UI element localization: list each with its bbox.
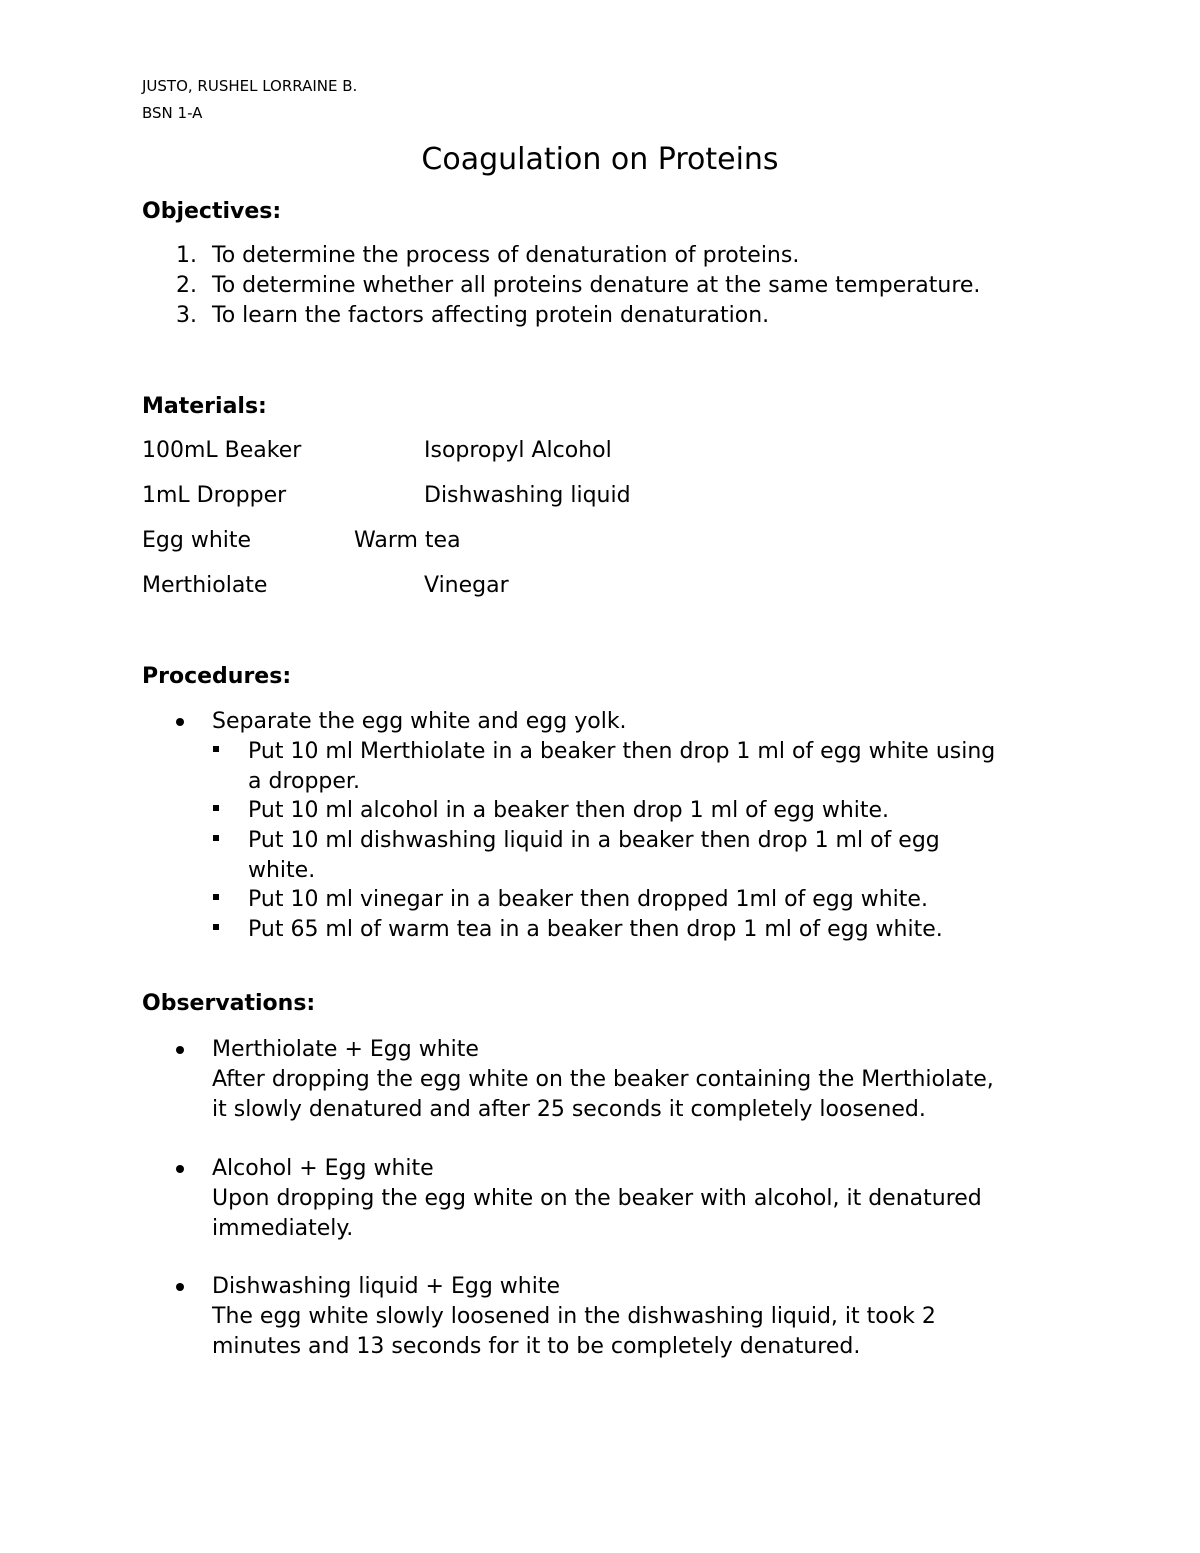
procedure-step: Put 10 ml dishwashing liquid in a beaker then drop 1 ml of egg bbox=[248, 828, 940, 853]
observation-text: it slowly denatured and after 25 seconds it completely loosened. bbox=[212, 1097, 926, 1122]
objective-number: 2. bbox=[176, 273, 197, 298]
objective-item: To determine whether all proteins denature at the same temperature. bbox=[212, 273, 981, 298]
material-item: Vinegar bbox=[424, 573, 509, 598]
observation-title: Dishwashing liquid + Egg white bbox=[212, 1274, 561, 1299]
material-item: Egg white bbox=[142, 528, 252, 553]
objective-number: 1. bbox=[176, 243, 197, 268]
bullet-icon bbox=[176, 1283, 184, 1291]
square-bullet-icon bbox=[213, 835, 219, 841]
procedure-step: Put 10 ml vinegar in a beaker then dropped 1ml of egg white. bbox=[248, 887, 928, 912]
observation-text: The egg white slowly loosened in the dishwashing liquid, it took 2 bbox=[212, 1304, 936, 1329]
observation-title: Merthiolate + Egg white bbox=[212, 1037, 479, 1062]
square-bullet-icon bbox=[213, 894, 219, 900]
procedure-step: Put 10 ml alcohol in a beaker then drop 1 ml of egg white. bbox=[248, 798, 890, 823]
observation-text: minutes and 13 seconds for it to be completely denatured. bbox=[212, 1334, 861, 1359]
material-item: Dishwashing liquid bbox=[424, 483, 631, 508]
observation-title: Alcohol + Egg white bbox=[212, 1156, 434, 1181]
procedures-heading: Procedures: bbox=[142, 664, 292, 689]
bullet-icon bbox=[176, 718, 184, 726]
square-bullet-icon bbox=[213, 746, 219, 752]
material-item: Merthiolate bbox=[142, 573, 268, 598]
procedure-step: Put 65 ml of warm tea in a beaker then drop 1 ml of egg white. bbox=[248, 917, 943, 942]
bullet-icon bbox=[176, 1046, 184, 1054]
material-item: Warm tea bbox=[354, 528, 461, 553]
square-bullet-icon bbox=[213, 805, 219, 811]
objective-number: 3. bbox=[176, 303, 197, 328]
document-title: Coagulation on Proteins bbox=[421, 142, 779, 177]
observation-text: After dropping the egg white on the beaker containing the Merthiolate, bbox=[212, 1067, 994, 1092]
material-item: 100mL Beaker bbox=[142, 438, 302, 463]
procedure-step: Put 10 ml Merthiolate in a beaker then drop 1 ml of egg white using bbox=[248, 739, 996, 764]
material-item: 1mL Dropper bbox=[142, 483, 287, 508]
procedure-main-step: Separate the egg white and egg yolk. bbox=[212, 709, 627, 734]
bullet-icon bbox=[176, 1165, 184, 1173]
objective-item: To determine the process of denaturation of proteins. bbox=[212, 243, 800, 268]
author-name: JUSTO, RUSHEL LORRAINE B. bbox=[142, 77, 358, 95]
square-bullet-icon bbox=[213, 924, 219, 930]
objectives-heading: Objectives: bbox=[142, 199, 282, 224]
class-section: BSN 1-A bbox=[142, 104, 203, 122]
observations-heading: Observations: bbox=[142, 991, 316, 1016]
procedure-step-continued: a dropper. bbox=[248, 769, 360, 794]
material-item: Isopropyl Alcohol bbox=[424, 438, 612, 463]
procedure-step-continued: white. bbox=[248, 858, 316, 883]
observation-text: immediately. bbox=[212, 1216, 354, 1241]
objective-item: To learn the factors affecting protein denaturation. bbox=[212, 303, 770, 328]
materials-heading: Materials: bbox=[142, 394, 267, 419]
observation-text: Upon dropping the egg white on the beaker with alcohol, it denatured bbox=[212, 1186, 982, 1211]
